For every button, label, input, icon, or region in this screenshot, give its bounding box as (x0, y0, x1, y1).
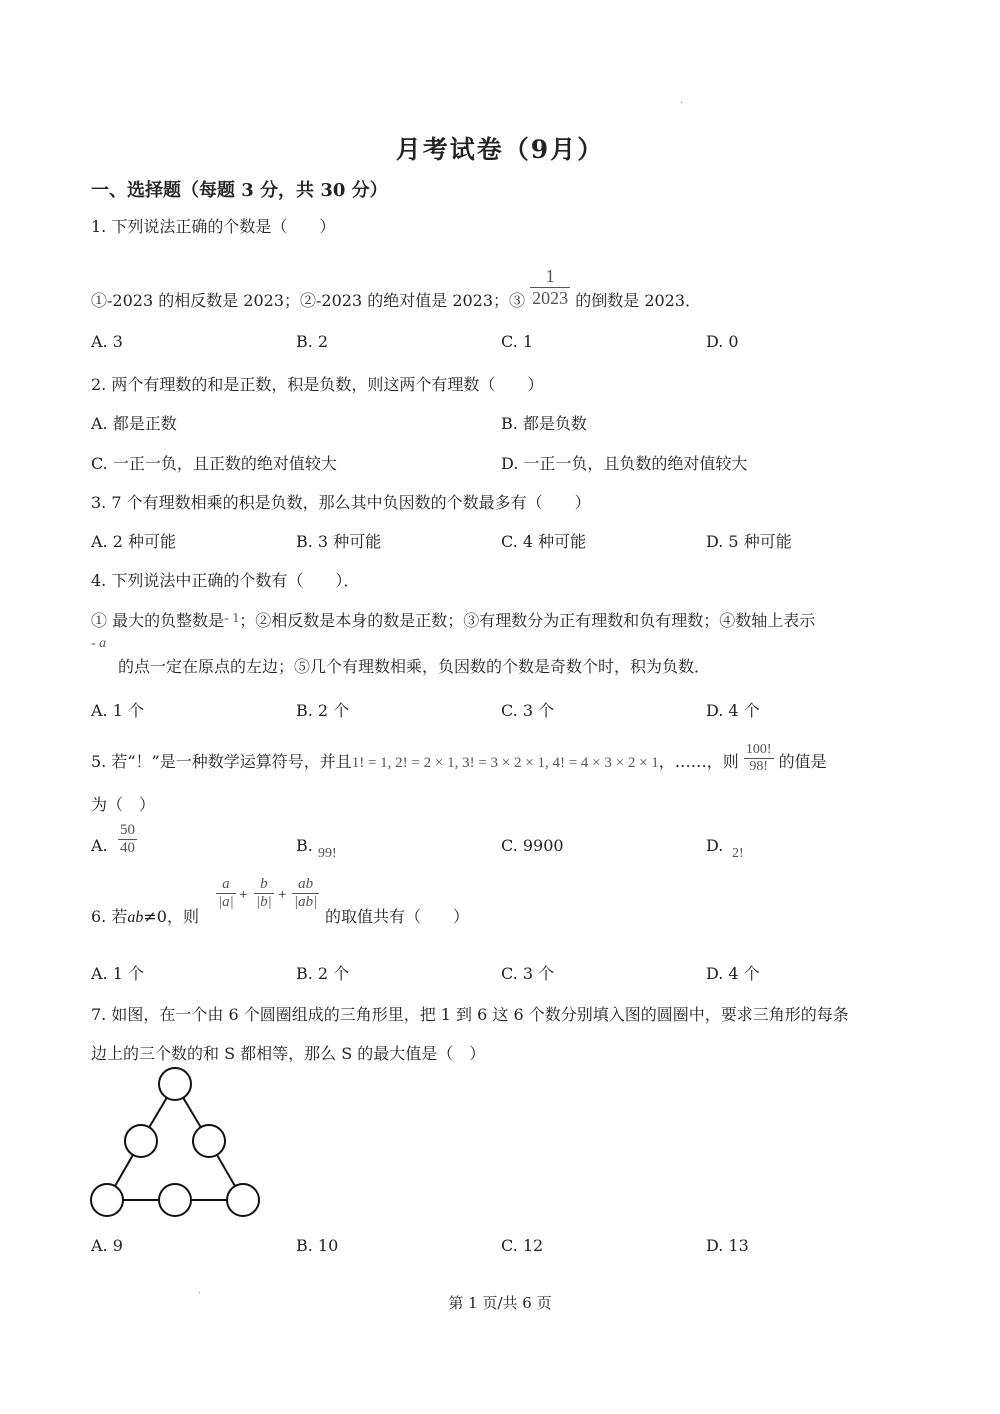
question-5-stem (91, 742, 827, 779)
question-4-text-cont: ；②相反数是本身的数是正数；③有理数分为正有理数和负有理数；④数轴上表示 (239, 611, 816, 630)
q3-option-b: B. 3 种可能 (296, 532, 382, 551)
q5-option-d-label: D. (706, 836, 724, 855)
q5-option-b-value: 99! (318, 846, 337, 861)
q2-option-c: C. 一正一负，且正数的绝对值较大 (91, 454, 337, 473)
q6-option-b: B. 2 个 (296, 964, 350, 983)
question-1-line (91, 266, 702, 323)
fraction-denominator: |ab| (294, 894, 318, 910)
question-5-stem-line2: 为（ ） (91, 795, 156, 814)
plus-sign: + (278, 887, 287, 903)
question-4-line1 (91, 608, 815, 631)
circle-mid-left (125, 1125, 157, 1157)
question-4-line2: 的点一定在原点的左边；⑤几个有理数相乘，负因数的个数是奇数个时，积为负数． (118, 657, 711, 676)
q7-option-c: C. 12 (501, 1236, 544, 1255)
fraction-denominator: |a| (218, 894, 234, 910)
triangle-circles-figure (86, 1064, 266, 1224)
q2-option-d: D. 一正一负，且负数的绝对值较大 (501, 454, 748, 473)
q1-option-b: B. 2 (296, 332, 329, 351)
question-3-stem: 3. 7 个有理数相乘的积是负数，那么其中负因数的个数最多有（ ） (91, 493, 591, 512)
fraction-numerator: b (260, 876, 268, 892)
question-4-text: ① 最大的负整数是 (91, 611, 225, 630)
fraction-denominator: 2023 (532, 288, 569, 308)
ab-math: ab (127, 909, 144, 926)
fraction-denominator: |b| (256, 894, 272, 910)
page-title: 月考试卷（9月） (395, 135, 605, 164)
q5-option-a-fraction (118, 822, 137, 857)
question-6-stem-a (91, 904, 199, 927)
q3-option-a: A. 2 种可能 (91, 532, 176, 551)
q2-option-a: A. 都是正数 (91, 414, 177, 433)
circle-bottom-mid (159, 1184, 191, 1216)
q7-option-a: A. 9 (91, 1236, 123, 1255)
question-6-stem-b: 的取值共有（ ） (325, 907, 470, 926)
q2-option-b: B. 都是负数 (501, 414, 587, 433)
circle-top (159, 1068, 191, 1100)
q4-option-c: C. 3 个 (501, 701, 555, 720)
question-5-text: 5. 若“！”是一种数学运算符号，并且 (91, 752, 352, 771)
q3-option-c: C. 4 种可能 (501, 532, 587, 551)
fraction-numerator: 1 (545, 266, 555, 286)
fraction-a-over-abs-a (216, 876, 236, 911)
q7-option-b: B. 10 (296, 1236, 339, 1255)
q3-option-d: D. 5 种可能 (706, 532, 792, 551)
fraction-denominator: 98! (744, 758, 774, 775)
question-4-stem: 4. 下列说法中正确的个数有（ ）． (91, 571, 360, 590)
q5-option-c: C. 9900 (501, 836, 564, 855)
q5-option-b-label: B. (296, 836, 313, 855)
minus-a-math: - a (91, 636, 107, 651)
fraction-numerator: 50 (120, 822, 135, 838)
scan-dot: · (680, 98, 684, 109)
fraction-b-over-abs-b (254, 876, 274, 911)
q4-option-d: D. 4 个 (706, 701, 760, 720)
question-6-text: 6. 若 (91, 907, 128, 926)
question-7-line2: 边上的三个数的和 S 都相等，那么 S 的最大值是（ ） (91, 1044, 486, 1063)
question-2-stem: 2. 两个有理数的和是正数，积是负数，则这两个有理数（ ） (91, 375, 544, 394)
q4-option-a: A. 1 个 (91, 701, 144, 720)
fraction-denominator: 40 (120, 840, 135, 856)
fraction-numerator: ab (298, 876, 314, 892)
fraction-1-over-2023 (530, 266, 570, 309)
circle-mid-right (193, 1125, 225, 1157)
question-6-text-cont: ≠0，则 (143, 907, 199, 926)
circle-bottom-right (227, 1184, 259, 1216)
question-7-line1: 7. 如图，在一个由 6 个圆圈组成的三角形里，把 1 到 6 这 6 个数分别填入图的圆圈中，要求三角形的每条 (91, 1005, 849, 1024)
q1-option-a: A. 3 (91, 332, 123, 351)
q6-option-c: C. 3 个 (501, 964, 555, 983)
question-1-text: ①-2023 的相反数是 2023；②-2023 的绝对值是 2023；③ (91, 291, 526, 310)
fraction-numerator: a (222, 876, 230, 892)
fraction-100-over-98 (744, 742, 774, 775)
q5-option-d-value: 2! (732, 846, 744, 861)
question-5-text-end: 的值是 (778, 752, 827, 771)
scan-dot: · (198, 1288, 202, 1299)
circle-bottom-left (91, 1184, 123, 1216)
minus-one-math: - 1 (224, 611, 240, 626)
section-heading: 一、选择题（每题 3 分，共 30 分） (91, 180, 388, 201)
q6-option-a: A. 1 个 (91, 964, 144, 983)
factorial-definition-math: 1! = 1, 2! = 2 × 1, 3! = 3 × 2 × 1, 4! = 4 × 3 × 2 × 1 (351, 755, 659, 771)
q1-option-c: C. 1 (501, 332, 534, 351)
page-footer: 第 1 页/共 6 页 (448, 1294, 552, 1312)
fraction-numerator: 100! (745, 742, 772, 757)
q4-option-b: B. 2 个 (296, 701, 350, 720)
q1-option-d: D. 0 (706, 332, 739, 351)
fraction-ab-over-abs-ab (292, 876, 319, 911)
question-5-text-cont: ，……，则 (658, 752, 739, 771)
plus-sign: + (239, 887, 248, 903)
question-1-stem: 1. 下列说法正确的个数是（ ） (91, 217, 336, 236)
q6-option-d: D. 4 个 (706, 964, 760, 983)
question-1-text-end: 的倒数是 2023． (575, 291, 702, 310)
q7-option-d: D. 13 (706, 1236, 749, 1255)
q5-option-a-label: A. (91, 836, 108, 855)
